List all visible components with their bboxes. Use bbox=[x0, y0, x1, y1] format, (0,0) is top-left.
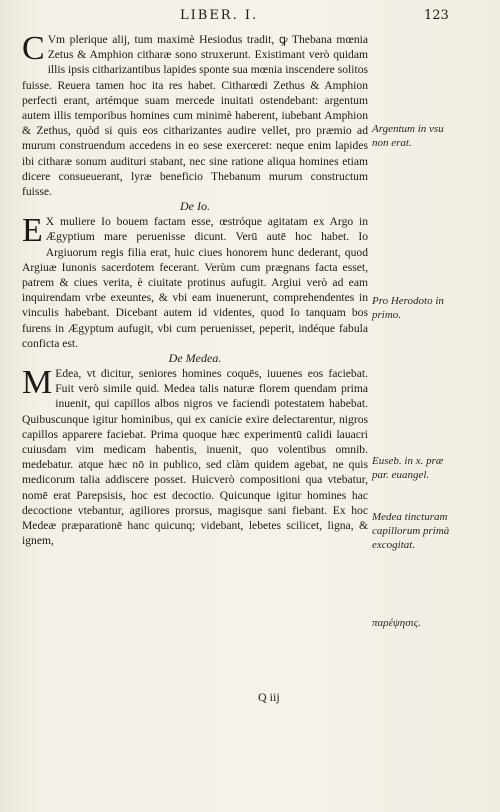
dropcap: C bbox=[22, 30, 45, 67]
dropcap: M bbox=[22, 364, 53, 402]
paragraph-io bbox=[22, 214, 368, 351]
paragraph-amphion bbox=[22, 32, 368, 199]
paragraph-text: Edea, vt dicitur, seniores homines coquēs, iuuenes eos faciebat. Fuit verò simile quid. Medea talis naturæ florem quendam prima inuenit, qui capillos albos nigros ve faciendi potestatem habebat. Quibuscunque igitur hominibus, qui ex canicie exire delectarentur, nigros capillos apparere faciebat. Prima quoque hæc experimentū calidi lauacri cuiusdam vim medicam habentis, inuenit, quo volentibus omnib. medebatur. atque hæc nō in publico, sed clàm quidem agebat, ne quis medicorum talia addiscere posset. Huicverò compositioni qua vtebatur, nomē erat Parepsisis, hoc est decoctio. Quicunque igitur homines hac decoctione vtebantur, agiliores prorsus, magisque sani fiebant. Ex hoc Medeæ præparationē hanc quicunq; videbant, lebetes scilicet, ligna, & ignem, bbox=[22, 367, 368, 548]
dropcap: E bbox=[22, 212, 43, 250]
section-heading-medea: De Medea. bbox=[168, 351, 222, 366]
paragraph-text: X muliere Io bouem factam esse, œstróque agitatam ex Argo in Ægyptium mare peruenisse dicunt. Verū autē hoc habet. Io Argiuorum regis filia erat, huic ciues honorem hunc dederant, quod Argiuæ Iunonis sacerdotem fecerant. Verùm cum prægnans facta esset, patrem & ciues verita, è ciuitate protinus aufugit. Argiui verò ad eam inquirendam vrbe exeuntes, & vbi eam inuenerunt, comprehendentes in vinculis habebant. Dicebant autem id videntes, quod Io tanquam bos furens in Ægyptum aufugit, vbi cum peruenisset, peperit, indéque fabula conficta est. bbox=[22, 215, 368, 350]
page-number: 123 bbox=[424, 8, 449, 23]
margin-note: Medea tincturam capillorum primà excogitat. bbox=[372, 511, 450, 551]
signature-mark: Q iij bbox=[258, 690, 280, 704]
margin-note: παρέψησις. bbox=[372, 617, 421, 629]
running-head: LIBER. I. bbox=[180, 8, 259, 23]
paragraph-medea bbox=[22, 366, 368, 548]
main-text-column bbox=[22, 32, 368, 549]
margin-note: Pro Herodoto in primo. bbox=[372, 295, 444, 321]
section-heading-io: De Io. bbox=[180, 199, 210, 214]
margin-note: Argentum in vsu non erat. bbox=[372, 123, 444, 149]
paragraph-text: Vm plerique alij, tum maximè Hesiodus tradit, ꝙ Thebana mœnia Zetus & Amphion citharæ sono struxerunt. Existimant verò quidam illis ipsis citharizantibus lapides sponte sua mœnia inscendere solitos fuisse. Reuera tamen hoc ita res habet. Citharœdi Zethus & Amphion perfecti erant, artémque suam mercede inuitati ostendebant: argentum autem illis temporibus homines cum minimè haberent, iubebant Amphion & Zethus, quòd si quis eos citharizantes audire vellet, pro præmio ad murum construendum accedens in eo sese exerceret: neque enim lapides ibi citharæ sonum audituri stabant, nec sine ratione aliqua homines etiam dicere consueuerant, lyræ beneficio Thebanum murum constructum fuisse. bbox=[22, 33, 368, 199]
margin-note: Euseb. in x. præ par. euangel. bbox=[372, 455, 444, 481]
